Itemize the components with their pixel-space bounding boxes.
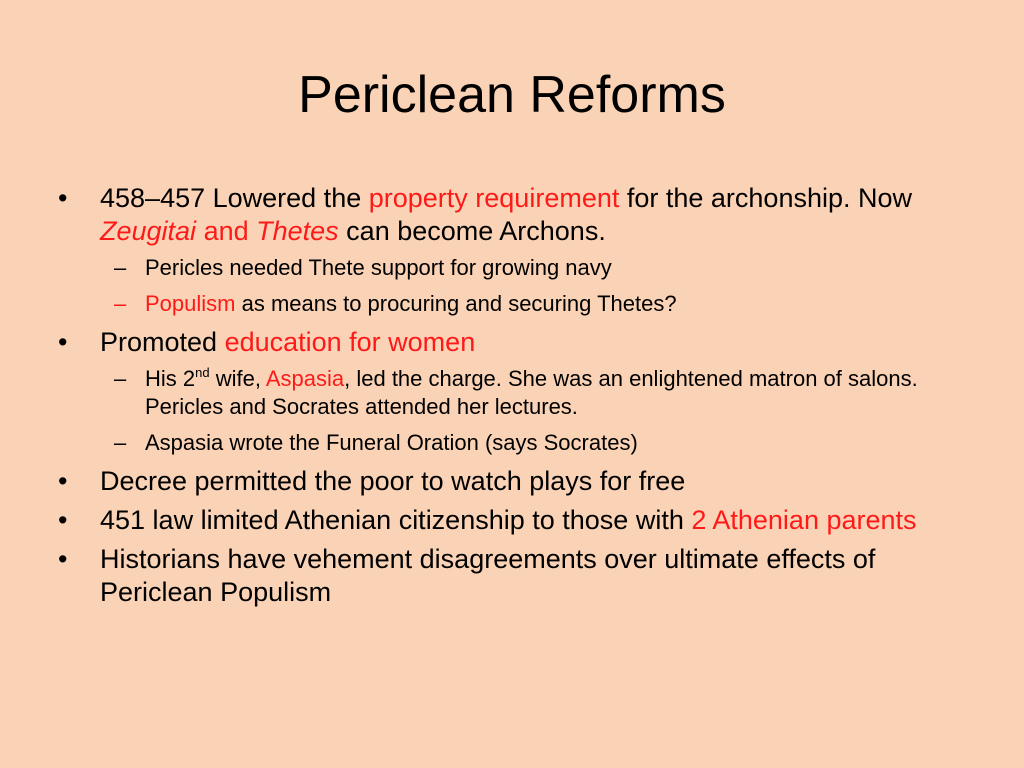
slide-content: [58, 182, 958, 615]
sub-bullet-text: His 2: [145, 366, 196, 391]
highlight-education-for-women: education for women: [224, 327, 476, 357]
highlight-and: and: [196, 216, 257, 246]
dash-icon: –: [114, 430, 127, 455]
bullet-historians: [58, 543, 958, 609]
sub-bullet-text: Aspasia wrote the Funeral Oration (says Socrates): [145, 430, 638, 455]
dash-icon: –: [114, 366, 127, 391]
highlight-property-requirement: property requirement: [368, 183, 620, 213]
bullet-plays-decree: [58, 465, 958, 498]
dash-icon: –: [114, 255, 127, 280]
bullet-education-women: [58, 326, 958, 359]
sub-bullet-text: Pericles needed Thete support for growing navy: [145, 255, 612, 280]
dash-icon: –: [114, 291, 127, 316]
sub-bullet-text: wife,: [209, 366, 266, 391]
sub-bullet-text: as means to procuring and securing Thetes?: [235, 291, 677, 316]
highlight-populism: Populism: [145, 291, 236, 316]
highlight-thetes: Thetes: [256, 216, 339, 246]
bullet-text: Decree permitted the poor to watch plays for free: [100, 466, 686, 496]
bullet-text: 458–457 Lowered the: [100, 183, 369, 213]
sub-bullet-populism: [58, 290, 958, 318]
highlight-zeugitai: Zeugitai: [100, 216, 197, 246]
bullet-dot-icon: •: [58, 505, 68, 535]
highlight-two-athenian-parents: 2 Athenian parents: [691, 505, 917, 535]
sub-bullets-1: [58, 254, 958, 318]
bullet-dot-icon: •: [58, 183, 68, 213]
superscript-nd: nd: [195, 365, 210, 380]
highlight-aspasia: Aspasia: [265, 366, 345, 391]
bullet-dot-icon: •: [58, 466, 68, 496]
bullet-text: Promoted: [100, 327, 225, 357]
sub-bullets-2: [58, 365, 958, 457]
bullet-property-requirement: [58, 182, 958, 248]
bullet-citizenship-law: [58, 504, 958, 537]
bullet-dot-icon: •: [58, 327, 68, 357]
bullet-text: 451 law limited Athenian citizenship to those with: [100, 505, 692, 535]
bullet-text: Historians have vehement disagreements over ultimate effects of Periclean Populism: [100, 544, 876, 607]
bullet-text: can become Archons.: [338, 216, 606, 246]
bullet-dot-icon: •: [58, 544, 68, 574]
sub-bullet-text: , led the charge. She was an enlightened matron of salons. Pericles and Socrates attended her lectures.: [145, 366, 918, 419]
sub-bullet-aspasia-salons: [58, 365, 958, 421]
slide-title: Periclean Reforms: [298, 66, 726, 124]
bullet-text: for the archonship. Now: [619, 183, 913, 213]
sub-bullet-funeral-oration: [58, 429, 958, 457]
sub-bullet-navy: [58, 254, 958, 282]
